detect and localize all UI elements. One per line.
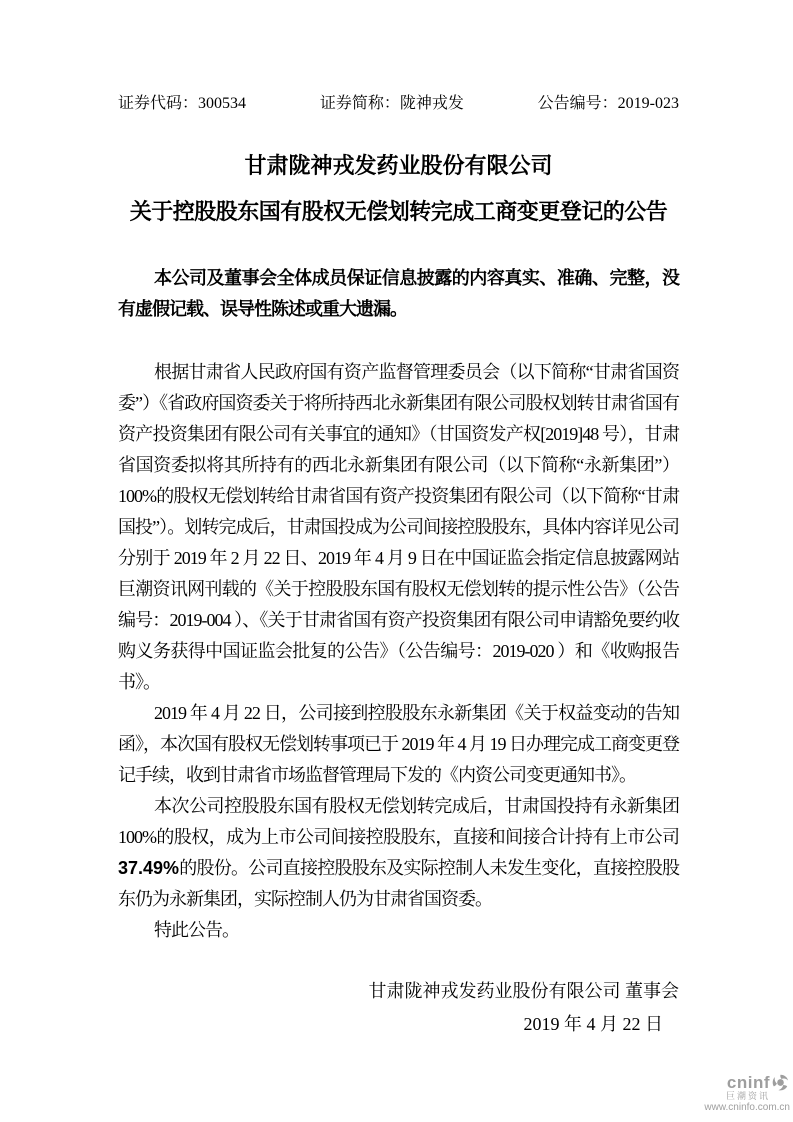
cninfo-swirl-icon [771,1073,790,1092]
paragraph-3-text-after: 的股份。公司直接控股股东及实际控制人未发生变化，直接控股股东仍为永新集团，实际控制人仍为甘肃省国资委。 [118,858,679,909]
signature-block [118,976,679,1040]
cninfo-brand [727,1073,790,1092]
document-header [118,94,679,114]
announcement-number: 公告编号：2019-023 [537,95,679,112]
signature-date: 2019 年 4 月 22 日 [523,1014,663,1034]
announcement-title: 关于控股股东国有股权无偿划转完成工商变更登记的公告 [129,199,668,224]
paragraph-1: 根据甘肃省人民政府国有资产监督管理委员会（以下简称“甘肃省国资委”）《省政府国资委关于将所持西北永新集团有限公司股权划转甘肃省国有资产投资集团有限公司有关事宜的通知》（甘国资发产权[2019]48 号），甘肃省国资委拟将其所持有的西北永新集团有限公司（以下简称“永新集团”）100%的股权无偿划转给甘肃省国有资产投资集团有限公司（以下简称“甘肃国投”）。划转完成后，甘肃国投成为公司间接控股股东，具体内容详见公司分别于 2019 年 2 月 22 日、2019 年 4 月 9 日在中国证监会指定信息披露网站巨潮资讯网刊载的《关于控股股东国有股权无偿划转的提示性公告》（公告编号：2019-004 ）、《关于甘肃省国有资产投资集团有限公司申请豁免要约收购义务获得中国证监会批复的公告》（公告编号：2019-020 ）和《收购报告书》。 [118,362,679,692]
document-body [118,357,679,946]
cninfo-watermark [704,1073,790,1114]
signature-company: 甘肃陇神戎发药业股份有限公司 董事会 [368,981,679,1001]
stock-name: 证券简称：陇神戎发 [319,95,464,112]
document-content [118,0,679,1040]
board-declaration: 本公司及董事会全体成员保证信息披露的内容真实、准确、完整，没有虚假记载、误导性陈述或重大遗漏。 [118,268,679,319]
cninfo-url: www.cninfo.com.cn [704,1102,790,1113]
paragraph-2: 2019 年 4 月 22 日，公司接到控股股东永新集团《关于权益变动的告知函》，本次国有股权无偿划转事项已于 2019 年 4 月 19 日办理完成工商变更登记手续，收到甘肃省市场监督管理局下发的《内资公司变更通知书》。 [118,703,679,785]
paragraph-3 [118,791,679,915]
ownership-percentage: 37.49% [118,858,180,878]
cninfo-chinese-name: 巨潮资讯 [725,1091,770,1101]
closing-line: 特此公告。 [154,920,239,940]
company-title: 甘肃陇神戎发药业股份有限公司 [244,153,553,178]
stock-code: 证券代码：300534 [118,95,247,112]
cninfo-brand-text: cninf [726,1072,770,1092]
paragraph-3-text: 本次公司控股股东国有股权无偿划转完成后，甘肃国投持有永新集团 100%的股权，成为上市公司间接控股股东，直接和间接合计持有上市公司 [118,796,679,847]
